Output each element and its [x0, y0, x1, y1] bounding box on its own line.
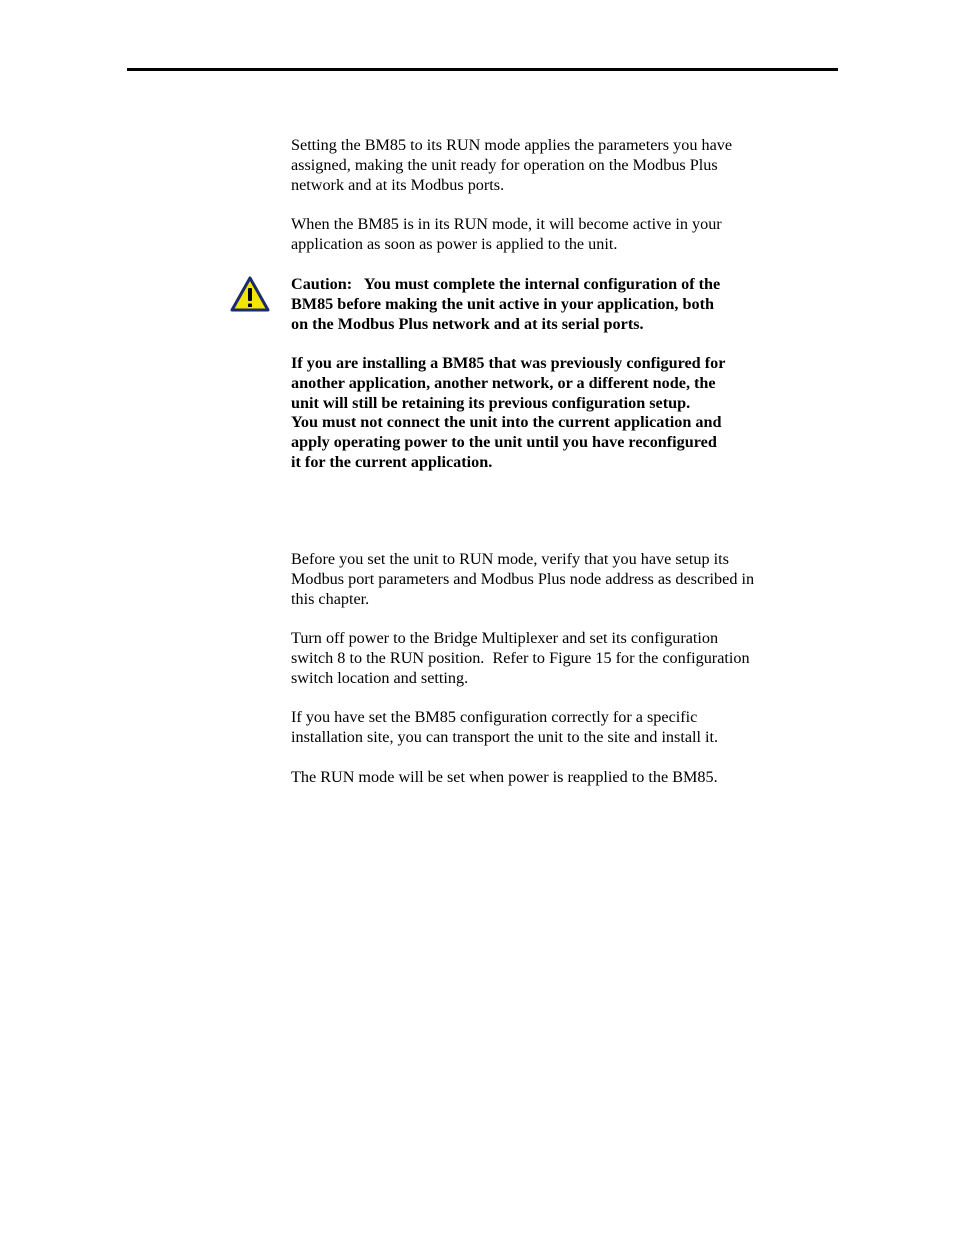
text-line: Setting the BM85 to its RUN mode applies the parameters you have: [291, 136, 733, 154]
caution-paragraph-1: [291, 275, 843, 334]
text-line: assigned, making the unit ready for operation on the Modbus Plus: [291, 155, 718, 174]
intro-paragraph-1: [291, 136, 843, 195]
text-line: Before you set the unit to RUN mode, verify that you have setup its: [291, 550, 729, 568]
text-line: You must not connect the unit into the current application and: [291, 413, 722, 432]
text-line: network and at its Modbus ports.: [291, 175, 505, 194]
text-line: switch location and setting.: [291, 668, 469, 687]
text-line: The RUN mode will be set when power is reapplied to the BM85.: [291, 768, 718, 786]
text-line: Turn off power to the Bridge Multiplexer and set its configuration: [291, 629, 719, 647]
text-line: another application, another network, or a different node, the: [291, 373, 716, 392]
text-line: Caution: You must complete the internal configuration of the: [291, 275, 721, 293]
text-line: installation site, you can transport the unit to the site and install it.: [291, 727, 719, 746]
caution-triangle-icon: [230, 276, 270, 312]
text-line: When the BM85 is in its RUN mode, it will become active in your: [291, 215, 722, 233]
intro-paragraph-2: [291, 215, 843, 255]
text-line: on the Modbus Plus network and at its serial ports.: [291, 314, 644, 333]
text-line: Modbus port parameters and Modbus Plus node address as described in: [291, 569, 755, 588]
text-line: If you are installing a BM85 that was previously configured for: [291, 354, 726, 372]
steps-paragraph-1: [291, 550, 843, 609]
text-line: application as soon as power is applied to the unit.: [291, 234, 618, 253]
text-line: If you have set the BM85 configuration correctly for a specific: [291, 708, 698, 726]
text-line: this chapter.: [291, 589, 370, 608]
text-line: unit will still be retaining its previous configuration setup.: [291, 393, 691, 412]
text-line: BM85 before making the unit active in your application, both: [291, 294, 715, 313]
header-rule: [127, 68, 838, 71]
steps-paragraph-4: [291, 768, 843, 788]
text-line: it for the current application.: [291, 452, 493, 471]
text-line: apply operating power to the unit until you have reconfigured: [291, 433, 717, 452]
text-line: switch 8 to the RUN position. Refer to Figure 15 for the configuration: [291, 648, 750, 667]
caution-paragraph-2: [291, 354, 843, 473]
steps-paragraph-3: [291, 708, 843, 748]
steps-paragraph-2: [291, 629, 843, 688]
